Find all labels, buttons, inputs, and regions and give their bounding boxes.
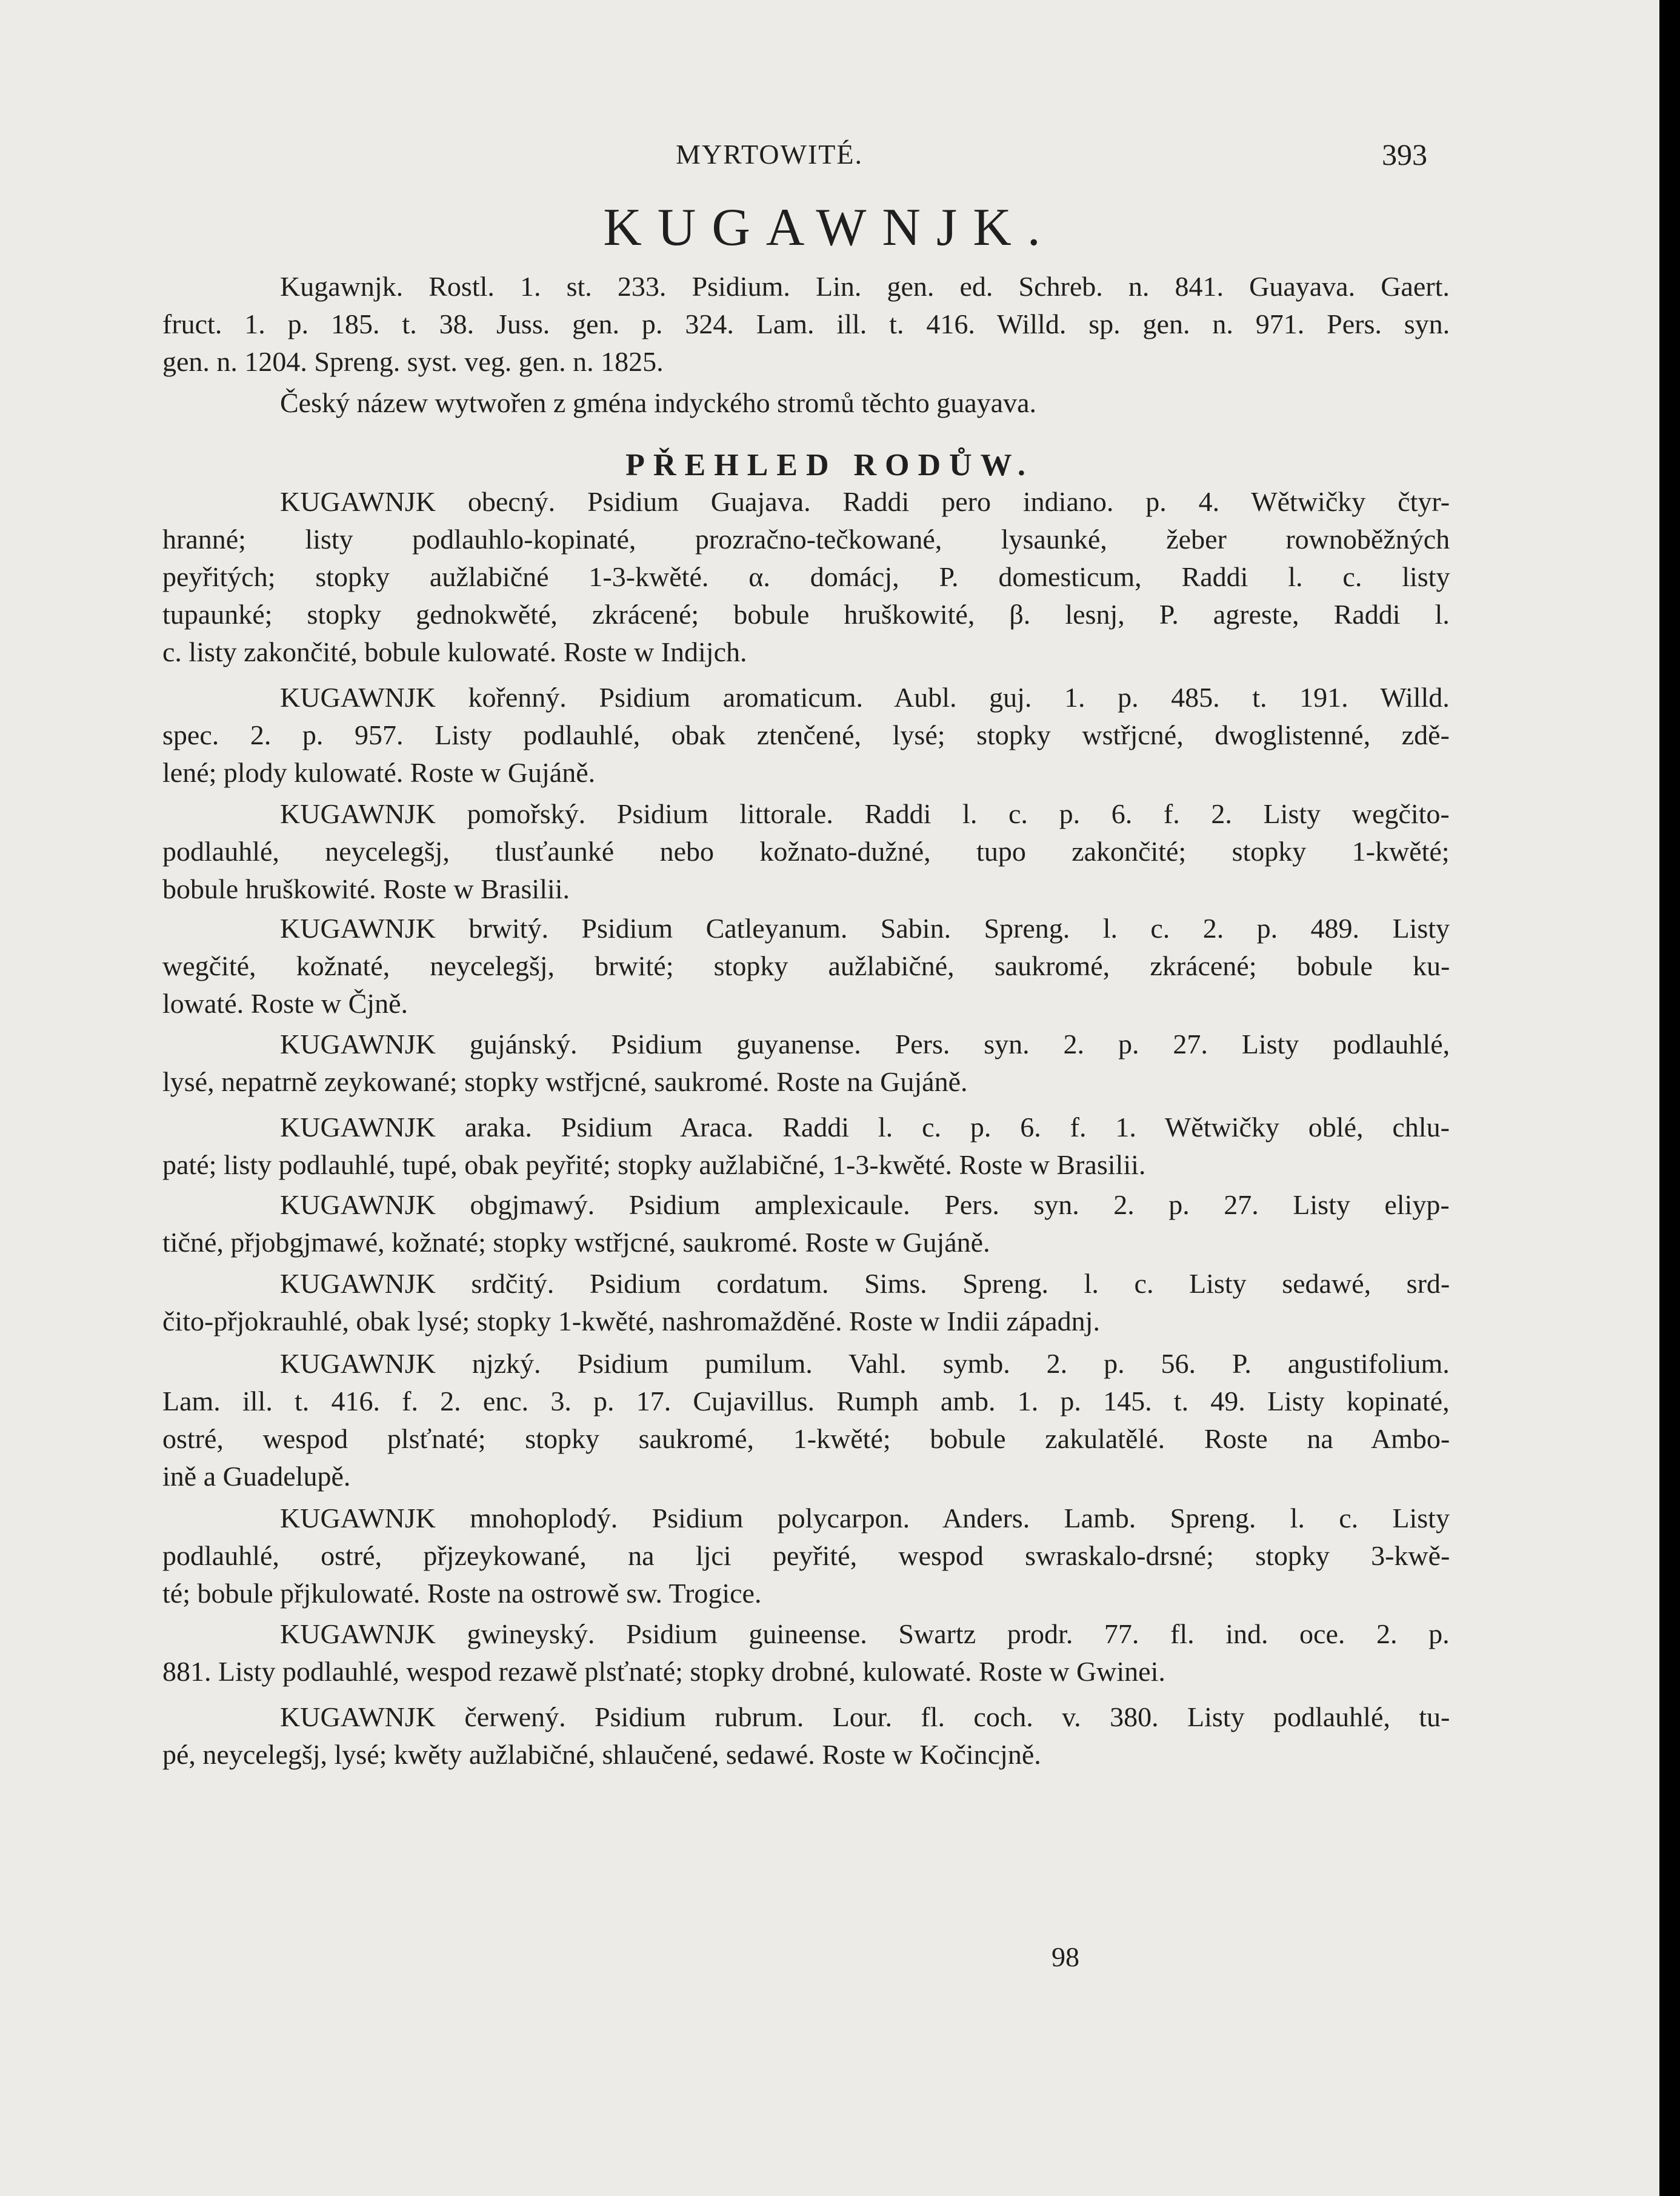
intro-line: fruct. 1. p. 185. t. 38. Juss. gen. p. 324. Lam. ill. t. 416. Willd. sp. gen. n. 971. Pers. syn. — [162, 309, 1450, 339]
page-number: 393 — [1382, 138, 1427, 172]
species-entry-heading-line: KUGAWNJK gujánský. Psidium guyanense. Pers. syn. 2. p. 27. Listy podlauhlé, — [280, 1029, 1450, 1060]
running-header: MYRTOWITÉ. — [676, 139, 863, 170]
species-entry-line: Lam. ill. t. 416. f. 2. enc. 3. p. 17. Cujavillus. Rumph amb. 1. p. 145. t. 49. Listy kopinaté, — [162, 1386, 1450, 1417]
species-entry-line: spec. 2. p. 957. Listy podlauhlé, obak ztenčené, lysé; stopky wstřjcné, dwoglistenné, zdě- — [162, 719, 1450, 750]
species-entry-line: lysé, nepatrně zeykowané; stopky wstřjcné, saukromé. Roste na Gujáně. — [162, 1066, 968, 1097]
species-entry-heading-line: KUGAWNJK brwitý. Psidium Catleyanum. Sabin. Spreng. l. c. 2. p. 489. Listy — [280, 913, 1450, 944]
species-entry-line: čito-přjokrauhlé, obak lysé; stopky 1-kwěté, nashromažděné. Roste w Indii západnj. — [162, 1306, 1100, 1337]
species-entry-line: podlauhlé, neycelegšj, tlusťaunké nebo kožnato-dužné, tupo zakončité; stopky 1-kwěté; — [162, 836, 1450, 867]
signature-mark: 98 — [1052, 1941, 1079, 1972]
intro-line: gen. n. 1204. Spreng. syst. veg. gen. n. 1825. — [162, 346, 664, 377]
species-entry-line: tupaunké; stopky gednokwěté, zkrácené; bobule hruškowité, β. lesnj, P. agreste, Raddi l. — [162, 599, 1450, 630]
species-entry-heading-line: KUGAWNJK čerwený. Psidium rubrum. Lour. fl. coch. v. 380. Listy podlauhlé, tu- — [280, 1701, 1450, 1732]
species-entry-heading-line: KUGAWNJK kořenný. Psidium aromaticum. Aubl. guj. 1. p. 485. t. 191. Willd. — [280, 682, 1450, 713]
species-entry-line: té; bobule přjkulowaté. Roste na ostrowě sw. Trogice. — [162, 1578, 762, 1609]
species-entry-line: paté; listy podlauhlé, tupé, obak peyřité; stopky aužlabičné, 1-3-kwěté. Roste w Brasilii. — [162, 1149, 1146, 1180]
species-entry-line: lowaté. Roste w Čjně. — [162, 988, 408, 1019]
species-entry-line: podlauhlé, ostré, přjzeykowané, na ljci peyřité, wespod swraskalo-drsné; stopky 3-kwě- — [162, 1540, 1450, 1571]
species-entry-line: lené; plody kulowaté. Roste w Gujáně. — [162, 757, 596, 788]
section-title: PŘEHLED RODŮW. — [625, 448, 1034, 482]
species-entry-line: peyřitých; stopky aužlabičné 1-3-kwěté. α. domácj, P. domesticum, Raddi l. c. listy — [162, 561, 1450, 592]
species-entry-heading-line: KUGAWNJK srdčitý. Psidium cordatum. Sims. Spreng. l. c. Listy sedawé, srd- — [280, 1268, 1450, 1299]
species-entry-line: ině a Guadelupě. — [162, 1461, 351, 1492]
species-entry-line: bobule hruškowité. Roste w Brasilii. — [162, 873, 570, 904]
species-entry-line: hranné; listy podlauhlo-kopinaté, prozračno-tečkowané, lysaunké, žeber rownoběžných — [162, 524, 1450, 555]
species-entry-line: ostré, wespod plsťnaté; stopky saukromé, 1-kwěté; bobule zakulatělé. Roste na Ambo- — [162, 1423, 1450, 1454]
intro-line: Kugawnjk. Rostl. 1. st. 233. Psidium. Lin. gen. ed. Schreb. n. 841. Guayava. Gaert. — [280, 271, 1450, 302]
species-entry-heading-line: KUGAWNJK obecný. Psidium Guajava. Raddi pero indiano. p. 4. Wětwičky čtyr- — [280, 486, 1450, 517]
species-entry-heading-line: KUGAWNJK obgjmawý. Psidium amplexicaule. Pers. syn. 2. p. 27. Listy eliyp- — [280, 1189, 1450, 1220]
species-entry-line: 881. Listy podlauhlé, wespod rezawě plsťnaté; stopky drobné, kulowaté. Roste w Gwinei. — [162, 1656, 1165, 1687]
species-entry-line: wegčité, kožnaté, neycelegšj, brwité; stopky aužlabičné, saukromé, zkrácené; bobule ku- — [162, 950, 1450, 981]
species-entry-heading-line: KUGAWNJK mnohoplodý. Psidium polycarpon. Anders. Lamb. Spreng. l. c. Listy — [280, 1503, 1450, 1534]
species-entry-heading-line: KUGAWNJK gwineyský. Psidium guineense. Swartz prodr. 77. fl. ind. oce. 2. p. — [280, 1618, 1450, 1649]
species-entry-heading-line: KUGAWNJK pomořský. Psidium littorale. Raddi l. c. p. 6. f. 2. Listy wegčito- — [280, 798, 1450, 829]
species-entry-heading-line: KUGAWNJK araka. Psidium Araca. Raddi l. c. p. 6. f. 1. Wětwičky oblé, chlu- — [280, 1112, 1450, 1143]
species-entry-line: c. listy zakončité, bobule kulowaté. Roste w Indijch. — [162, 636, 747, 667]
intro-line: Český názew wytwořen z gména indyckého stromů těchto guayava. — [280, 387, 1036, 418]
page-title: KUGAWNJK. — [603, 198, 1056, 257]
species-entry-line: pé, neycelegšj, lysé; kwěty aužlabičné, shlaučené, sedawé. Roste w Kočincjně. — [162, 1739, 1041, 1770]
species-entry-line: tičné, přjobgjmawé, kožnaté; stopky wstřjcné, saukromé. Roste w Gujáně. — [162, 1227, 990, 1258]
species-entry-heading-line: KUGAWNJK njzký. Psidium pumilum. Vahl. symb. 2. p. 56. P. angustifolium. — [280, 1348, 1450, 1379]
